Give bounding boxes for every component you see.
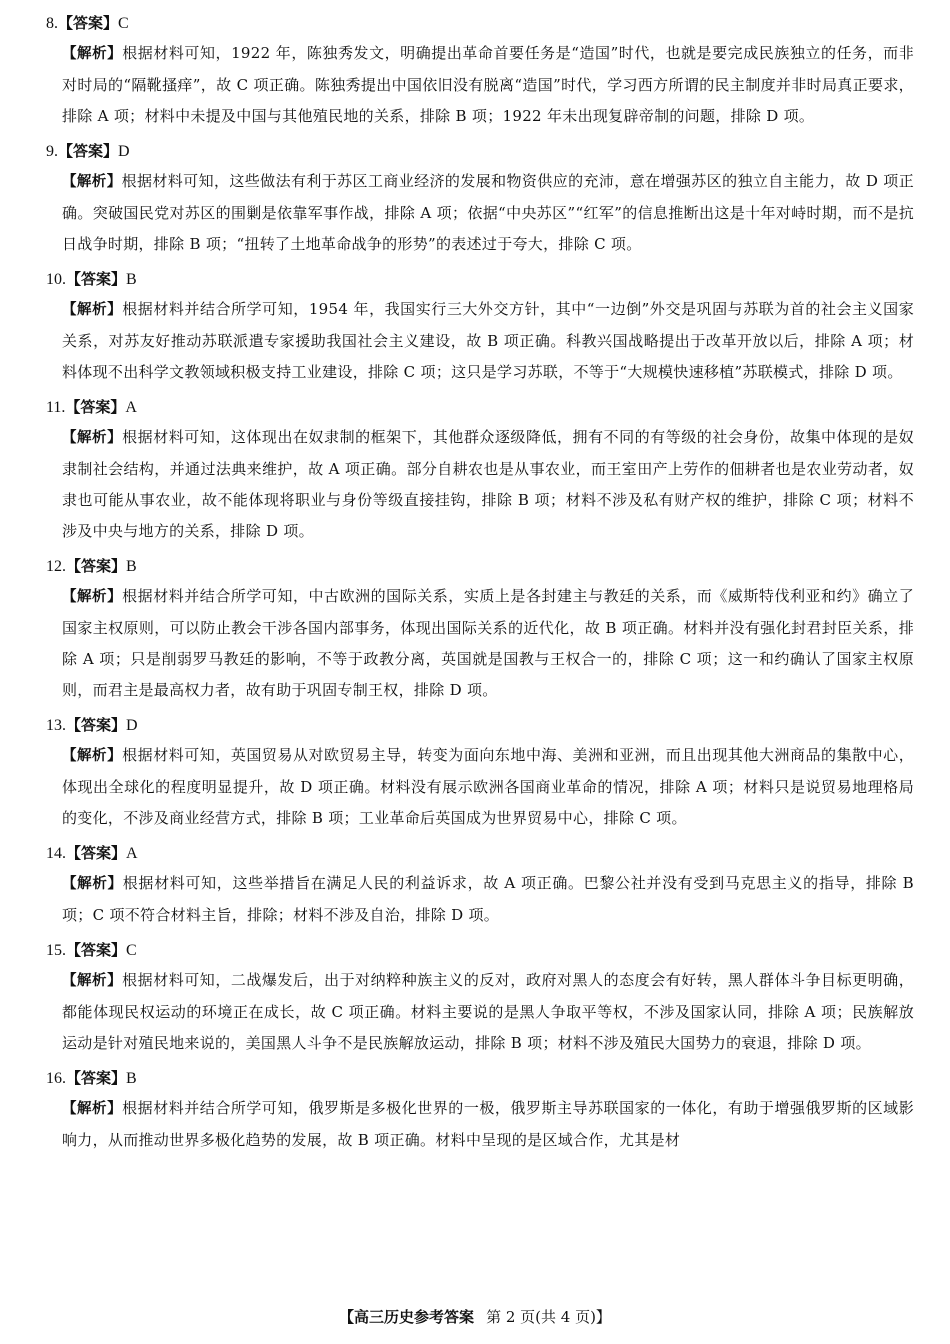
answer-letter: B <box>126 271 137 288</box>
answer-line <box>46 266 914 292</box>
answer-letter: A <box>126 845 138 862</box>
explanation-text: 根据材料可知，这体现出在奴隶制的框架下，其他群众逐级降低，拥有不同的有等级的社会身份，故集中体现的是奴隶制社会结构，并通过法典来维护，故 A 项正确。部分自耕农也是从事农业，而王室田产上劳作的佃耕者也是农业劳动者，奴隶也可能从事农业，故不能体现将职业与身份等级直接挂钩，排除 B 项；材料不涉及私有财产权的维护，排除 C 项；材料不涉及中央与地方的关系，排除 D 项。 <box>62 428 914 540</box>
answer-label: 【答案】 <box>66 941 127 959</box>
answer-label: 【答案】 <box>65 398 126 416</box>
question-number: 16. <box>46 1070 66 1087</box>
answer-label: 【答案】 <box>66 716 127 734</box>
answer-item <box>46 937 914 1059</box>
footer-title: 【高三历史参考答案 <box>339 1308 475 1326</box>
answer-line <box>46 712 914 738</box>
question-number: 11. <box>46 399 66 416</box>
answer-item <box>46 1065 914 1156</box>
explanation-label: 【解析】 <box>62 589 123 605</box>
answer-label: 【答案】 <box>66 270 127 288</box>
question-number: 13. <box>46 717 66 734</box>
answer-label: 【答案】 <box>58 14 119 32</box>
answer-item <box>46 840 914 931</box>
answer-label: 【答案】 <box>58 142 119 160</box>
explanation-text: 根据材料可知，英国贸易从对欧贸易主导，转变为面向东地中海、美洲和亚洲，而且出现其他大洲商品的集散中心，体现出全球化的程度明显提升，故 D 项正确。材料没有展示欧洲各国商业革命的情况，排除 A 项；材料只是说贸易地理格局的变化，不涉及商业经营方式，排除 B 项；工业革命后英国成为世界贸易中心，排除 C 项。 <box>62 746 914 827</box>
explanation-paragraph <box>46 581 914 706</box>
answer-letter: C <box>118 15 129 32</box>
question-number: 8. <box>46 15 58 32</box>
answer-list <box>46 10 914 1162</box>
explanation-paragraph <box>46 38 914 132</box>
question-number: 10. <box>46 271 66 288</box>
answer-line <box>46 1065 914 1091</box>
answer-line <box>46 10 914 36</box>
explanation-paragraph <box>46 740 914 834</box>
answer-letter: C <box>126 942 137 959</box>
explanation-text: 根据材料可知，二战爆发后，出于对纳粹种族主义的反对，政府对黑人的态度会有好转，黑人群体斗争目标更明确，都能体现民权运动的环境正在成长，故 C 项正确。材料主要说的是黑人争取平等权，不涉及国家认同，排除 A 项；民族解放运动是针对殖民地来说的，美国黑人斗争不是民族解放运动，排除 B 项；材料不涉及殖民大国势力的衰退，排除 D 项。 <box>62 971 914 1052</box>
answer-line <box>46 553 914 579</box>
answer-letter: D <box>126 717 138 734</box>
answer-letter: A <box>125 399 137 416</box>
answer-item <box>46 10 914 132</box>
explanation-text: 根据材料并结合所学可知，中古欧洲的国际关系，实质上是各封建主与教廷的关系，而《威斯特伐利亚和约》确立了国家主权原则，可以防止教会干涉各国内部事务，体现出国际关系的近代化，故 B 项正确。材料并没有强化封君封臣关系，排除 A 项；只是削弱罗马教廷的影响，不等于政教分离，英国就是国教与王权合一的，排除 C 项；这一和约确认了国家主权原则，而君主是最高权力者，故有助于巩固专制王权，排除 D 项。 <box>62 587 914 699</box>
explanation-text: 根据材料并结合所学可知，1954 年，我国实行三大外交方针，其中“一边倒”外交是巩固与苏联为首的社会主义国家关系，对苏友好推动苏联派遣专家援助我国社会主义建设，故 B 项正确。科教兴国战略提出于改革开放以后，排除 A 项；材料体现不出科学文教领域积极支持工业建设，排除 C 项；这只是学习苏联，不等于“大规模快速移植”苏联模式，排除 D 项。 <box>62 300 915 381</box>
answer-item <box>46 553 914 706</box>
explanation-label: 【解析】 <box>62 1101 123 1117</box>
answer-line <box>46 937 914 963</box>
explanation-text: 根据材料可知，这些做法有利于苏区工商业经济的发展和物资供应的充沛，意在增强苏区的独立自主能力，故 D 项正确。突破国民党对苏区的围剿是依靠军事作战，排除 A 项；依据“中央苏区”“红军”的信息推断出这是十年对峙时期，而不是抗日战争时期，排除 B 项；“扭转了土地革命战争的形势”的表述过于夸大，排除 C 项。 <box>62 172 915 253</box>
explanation-label: 【解析】 <box>62 430 123 446</box>
explanation-label: 【解析】 <box>62 973 123 989</box>
explanation-paragraph <box>46 294 914 388</box>
question-number: 14. <box>46 845 66 862</box>
answer-letter: D <box>118 143 130 160</box>
explanation-text: 根据材料可知，1922 年，陈独秀发文，明确提出革命首要任务是“造国”时代，也就是要完成民族独立的任务，而非对时局的“隔靴搔痒”，故 C 项正确。陈独秀提出中国依旧没有脱离“造国”时代，学习西方所谓的民主制度并非时局真正要求，排除 A 项；材料中未提及中国与其他殖民地的关系，排除 B 项；1922 年未出现复辟帝制的问题，排除 D 项。 <box>62 44 915 125</box>
explanation-paragraph <box>46 965 914 1059</box>
answer-item <box>46 138 914 260</box>
answer-label: 【答案】 <box>66 844 127 862</box>
explanation-paragraph <box>46 166 914 260</box>
answer-line <box>46 840 914 866</box>
answer-label: 【答案】 <box>66 557 127 575</box>
question-number: 15. <box>46 942 66 959</box>
answer-label: 【答案】 <box>66 1069 127 1087</box>
explanation-label: 【解析】 <box>62 174 122 190</box>
answer-line <box>46 138 914 164</box>
explanation-label: 【解析】 <box>62 46 123 62</box>
explanation-paragraph <box>46 868 914 931</box>
explanation-text: 根据材料可知，这些举措旨在满足人民的利益诉求，故 A 项正确。巴黎公社并没有受到马克思主义的指导，排除 B 项；C 项不符合材料主旨，排除；材料不涉及自治，排除 D 项。 <box>62 874 914 924</box>
explanation-paragraph <box>46 1093 914 1156</box>
explanation-label: 【解析】 <box>62 876 123 892</box>
explanation-text: 根据材料并结合所学可知，俄罗斯是多极化世界的一极，俄罗斯主导苏联国家的一体化，有助于增强俄罗斯的区域影响力，从而推动世界多极化趋势的发展，故 B 项正确。材料中呈现的是区域合作，尤其是材 <box>62 1099 914 1149</box>
answer-line <box>46 394 914 420</box>
answer-letter: B <box>126 558 137 575</box>
explanation-paragraph <box>46 422 914 547</box>
question-number: 9. <box>46 143 58 160</box>
answer-letter: B <box>126 1070 137 1087</box>
explanation-label: 【解析】 <box>62 748 123 764</box>
question-number: 12. <box>46 558 66 575</box>
answer-item <box>46 266 914 388</box>
answer-item <box>46 712 914 834</box>
answer-item <box>46 394 914 547</box>
explanation-label: 【解析】 <box>62 302 123 318</box>
footer-page-number: 第 2 页(共 4 页)】 <box>486 1308 611 1326</box>
page-footer <box>0 1306 950 1327</box>
